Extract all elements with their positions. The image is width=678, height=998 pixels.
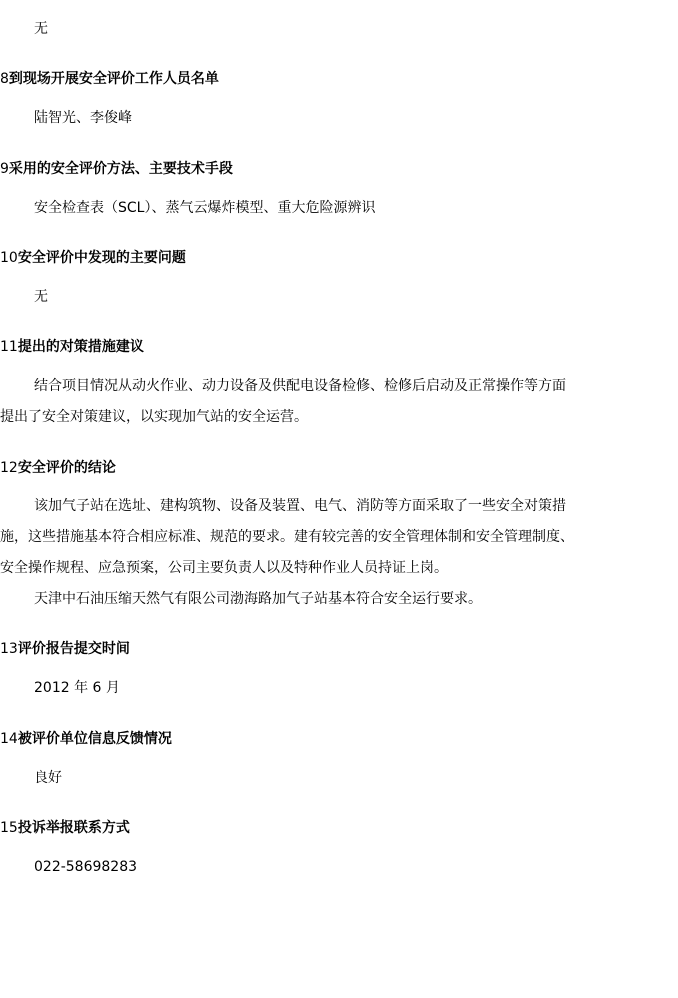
section-15-heading (0, 819, 678, 837)
section-12-line-2: 施，这些措施基本符合相应标准、规范的要求。建有较完善的安全管理体制和安全管理制度、 (0, 529, 574, 545)
section-title: 投诉举报联系方式 (17, 820, 130, 836)
section-13-heading (0, 640, 678, 658)
section-title: 安全评价的结论 (17, 460, 116, 476)
section-8-content: 陆智光、李俊峰 (34, 110, 132, 126)
section-10-content: 无 (34, 289, 48, 305)
section-15-content: 022-58698283 (34, 859, 138, 875)
section-14-content: 良好 (34, 770, 62, 786)
section-number: 13 (0, 641, 18, 657)
section-number: 15 (0, 820, 18, 836)
section-12-line-1: 该加气子站在选址、建构筑物、设备及装置、电气、消防等方面采取了一些安全对策措 (34, 498, 566, 514)
section-number: 12 (0, 460, 18, 476)
section-number: 11 (0, 339, 18, 355)
section-number: 9 (0, 161, 9, 177)
section-9-heading (0, 160, 678, 178)
section-title: 安全评价中发现的主要问题 (17, 250, 186, 266)
section-13-content: 2012 年 6 月 (34, 680, 120, 696)
section-12-line-3: 安全操作规程、应急预案，公司主要负责人以及特种作业人员持证上岗。 (0, 560, 448, 576)
section-11-heading (0, 338, 678, 356)
section-title: 到现场开展安全评价工作人员名单 (8, 71, 219, 87)
section-title: 采用的安全评价方法、主要技术手段 (8, 161, 233, 177)
section-number: 10 (0, 250, 18, 266)
section-11-line-2: 提出了安全对策建议，以实现加气站的安全运营。 (0, 409, 308, 425)
section-14-heading (0, 730, 678, 748)
section-10-heading (0, 249, 678, 267)
prev-section-content: 无 (34, 21, 48, 37)
section-12-heading (0, 459, 678, 477)
section-title: 被评价单位信息反馈情况 (17, 731, 172, 747)
section-8-heading (0, 70, 678, 88)
section-title: 评价报告提交时间 (17, 641, 130, 657)
section-title: 提出的对策措施建议 (17, 339, 144, 355)
section-11-line-1: 结合项目情况从动火作业、动力设备及供配电设备检修、检修后启动及正常操作等方面 (34, 378, 566, 394)
section-12-line-4: 天津中石油压缩天然气有限公司渤海路加气子站基本符合安全运行要求。 (34, 591, 482, 607)
section-number: 8 (0, 71, 9, 87)
section-9-content: 安全检查表（SCL）、蒸气云爆炸模型、重大危险源辨识 (34, 200, 376, 216)
section-number: 14 (0, 731, 18, 747)
